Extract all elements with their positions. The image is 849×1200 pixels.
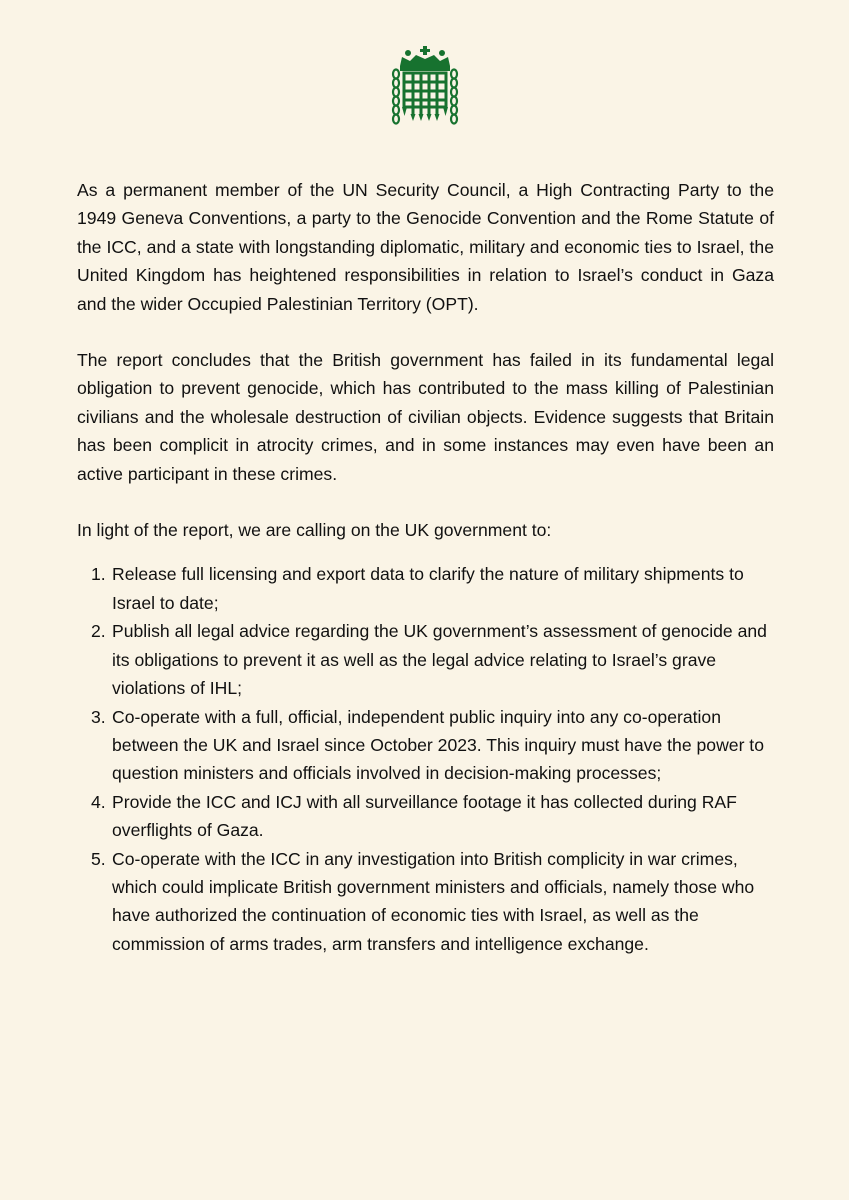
list-item: [77, 617, 774, 702]
list-item-text: Co-operate with a full, official, independent public inquiry into any co-operation between the UK and Israel since October 2023. This inquiry must have the power to question ministers and officials involved in decision-making processes;: [112, 706, 764, 784]
document-body: [77, 176, 774, 958]
list-item-text: Release full licensing and export data to clarify the nature of military shipments to Israel to date;: [112, 564, 744, 613]
list-item: [77, 703, 774, 788]
call-to-action-paragraph: In light of the report, we are calling on the UK government to:: [77, 520, 552, 541]
demands-list: [77, 560, 774, 958]
list-item-number: 5.: [91, 848, 106, 869]
list-item-number: 2.: [91, 621, 106, 642]
list-item-number: 3.: [91, 706, 106, 727]
list-item-text: Publish all legal advice regarding the UK government’s assessment of genocide and its obligations to prevent it as well as the legal advice relating to Israel’s grave violations of IHL;: [112, 621, 767, 699]
intro-paragraph: As a permanent member of the UN Security Council, a High Contracting Party to the 1949 Geneva Conventions, a party to the Genocide Convention and the Rome Statute of the ICC, and a state with longstanding diplomatic, military and economic ties to Israel, the United Kingdom has heightened responsibilities in relation to Israel’s conduct in Gaza and the wider Occupied Palestinian Territory (OPT).: [77, 180, 774, 314]
conclusion-paragraph: The report concludes that the British government has failed in its fundamental legal obligation to prevent genocide, which has contributed to the mass killing of Palestinian civilians and the wholesale destruction of civilian objects. Evidence suggests that Britain has been complicit in atrocity crimes, and in some instances may even have been an active participant in these crimes.: [77, 350, 774, 484]
list-item-text: Provide the ICC and ICJ with all surveillance footage it has collected during RAF overflights of Gaza.: [112, 791, 737, 841]
list-item-number: 4.: [91, 791, 106, 812]
list-item-text: Co-operate with the ICC in any investigation into British complicity in war crimes, which could implicate British government ministers and officials, namely those who have authorized the continuation of economic ties with Israel, as well as the commission of arms trades, arm transfers and intelligence exchange.: [112, 848, 755, 954]
list-item: [77, 788, 774, 845]
portcullis-crest-icon: [390, 44, 460, 126]
list-item-number: 1.: [91, 564, 106, 585]
list-item: [77, 560, 774, 617]
list-item: [77, 845, 774, 959]
